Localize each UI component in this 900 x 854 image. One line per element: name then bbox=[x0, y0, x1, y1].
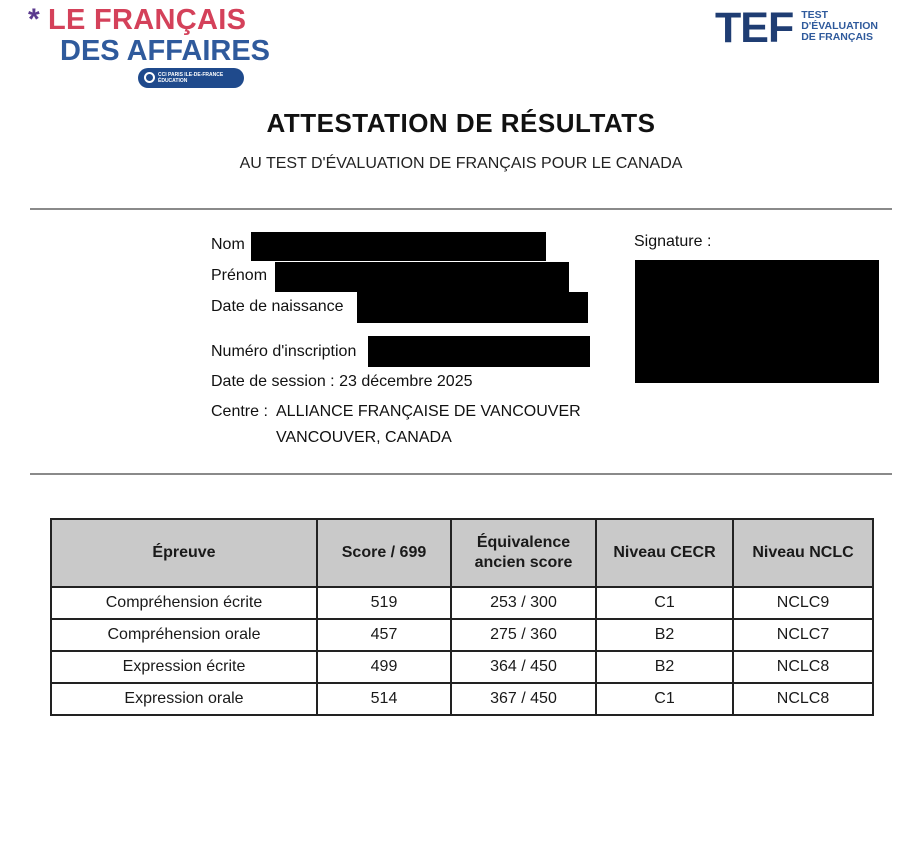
signature-label: Signature : bbox=[634, 233, 712, 250]
cell-equiv: 364 / 450 bbox=[451, 651, 596, 683]
tef-tagline-line3: DE FRANÇAIS bbox=[801, 31, 873, 43]
document-title: ATTESTATION DE RÉSULTATS bbox=[266, 108, 656, 138]
signature-redaction bbox=[635, 260, 879, 383]
table-row bbox=[51, 651, 873, 683]
logo-francais-des-affaires bbox=[28, 3, 271, 84]
divider-middle bbox=[30, 473, 892, 475]
cell-score: 514 bbox=[317, 683, 451, 715]
tef-tagline-line1: TEST bbox=[801, 9, 829, 21]
cell-equiv: 253 / 300 bbox=[451, 587, 596, 619]
cell-epreuve: Expression orale bbox=[51, 683, 317, 715]
results-header-row bbox=[51, 519, 873, 587]
header-equivalence bbox=[451, 519, 596, 587]
cell-equiv: 275 / 360 bbox=[451, 619, 596, 651]
tef-logo-big: TEF bbox=[715, 4, 794, 52]
cell-score: 457 bbox=[317, 619, 451, 651]
header-cecr: Niveau CECR bbox=[596, 519, 733, 587]
cell-epreuve: Compréhension écrite bbox=[51, 587, 317, 619]
cell-nclc: NCLC8 bbox=[733, 651, 873, 683]
cell-cecr: B2 bbox=[596, 619, 733, 651]
table-row bbox=[51, 587, 873, 619]
inscription-redaction bbox=[368, 336, 590, 367]
cell-epreuve: Expression écrite bbox=[51, 651, 317, 683]
header-score: Score / 699 bbox=[317, 519, 451, 587]
inscription-label: Numéro d'inscription bbox=[211, 343, 357, 360]
tef-logo-tagline bbox=[801, 10, 878, 43]
cell-score: 499 bbox=[317, 651, 451, 683]
cell-epreuve: Compréhension orale bbox=[51, 619, 317, 651]
cell-score: 519 bbox=[317, 587, 451, 619]
logo-line2: DES AFFAIRES bbox=[60, 35, 271, 67]
cell-equiv: 367 / 450 bbox=[451, 683, 596, 715]
header-equiv-line2: ancien score bbox=[474, 554, 573, 571]
cell-cecr: C1 bbox=[596, 587, 733, 619]
table-row bbox=[51, 619, 873, 651]
cell-nclc: NCLC9 bbox=[733, 587, 873, 619]
results-table bbox=[50, 518, 874, 716]
cell-nclc: NCLC7 bbox=[733, 619, 873, 651]
naissance-redaction bbox=[357, 292, 588, 323]
nom-redaction bbox=[251, 232, 546, 261]
header-equiv-line1: Équivalence bbox=[476, 534, 571, 551]
table-row bbox=[51, 683, 873, 715]
logo-tef bbox=[715, 4, 878, 52]
cci-badge-text: CCI PARIS ILE-DE-FRANCE ÉDUCATION bbox=[158, 72, 224, 84]
centre-line2: VANCOUVER, CANADA bbox=[276, 429, 452, 446]
cell-cecr: C1 bbox=[596, 683, 733, 715]
centre-label: Centre : bbox=[211, 403, 268, 420]
cell-nclc: NCLC8 bbox=[733, 683, 873, 715]
cci-logo-icon bbox=[144, 72, 155, 83]
header-nclc: Niveau NCLC bbox=[733, 519, 873, 587]
tef-tagline-line2: D'ÉVALUATION bbox=[801, 20, 878, 32]
nom-label: Nom bbox=[211, 236, 245, 253]
asterisk-icon: * bbox=[28, 3, 40, 36]
header-epreuve: Épreuve bbox=[51, 519, 317, 587]
document-subtitle: AU TEST D'ÉVALUATION DE FRANÇAIS POUR LE CANADA bbox=[239, 155, 683, 172]
logo-line1: LE FRANÇAIS bbox=[47, 4, 247, 36]
session-date: Date de session : 23 décembre 2025 bbox=[211, 373, 473, 390]
cell-cecr: B2 bbox=[596, 651, 733, 683]
centre-line1: ALLIANCE FRANÇAISE DE VANCOUVER bbox=[276, 403, 581, 420]
prenom-redaction bbox=[275, 262, 569, 292]
cci-badge bbox=[138, 68, 244, 88]
prenom-label: Prénom bbox=[211, 267, 268, 284]
divider-top bbox=[30, 208, 892, 210]
naissance-label: Date de naissance bbox=[211, 298, 344, 315]
